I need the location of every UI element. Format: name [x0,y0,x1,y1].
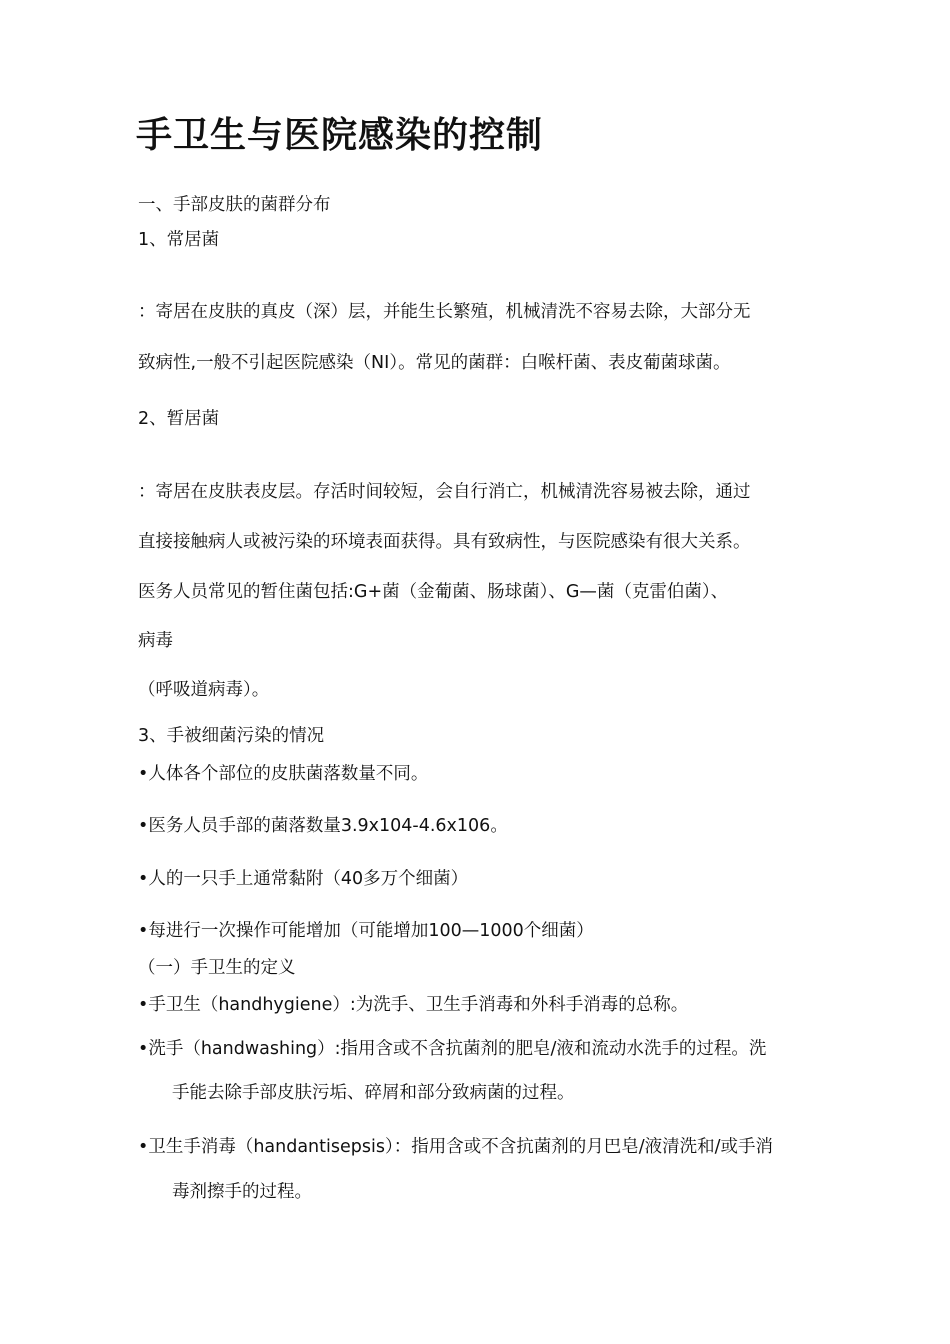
definition-handantisepsis-line1: •卫生手消毒（handantisepsis）：指用含或不含抗菌剂的月巴皂/液清洗和/或手消 [138,1137,774,1157]
transient-flora-text-line4: 病毒 [138,631,173,651]
definition-handwashing-line1: •洗手（handwashing）:指用含或不含抗菌剂的肥皂/液和流动水洗手的过程。洗 [138,1039,767,1059]
resident-flora-heading: 1、常居菌 [138,230,220,250]
document-title: 手卫生与医院感染的控制 [136,115,544,156]
definition-hand-hygiene: •手卫生（handhygiene）:为洗手、卫生手消毒和外科手消毒的总称。 [138,995,689,1015]
resident-flora-text-line1: ：寄居在皮肤的真皮（深）层，并能生长繁殖，机械清洗不容易去除，大部分无 [138,302,751,322]
contamination-heading: 3、手被细菌污染的情况 [138,726,325,746]
definition-handwashing-line2: 手能去除手部皮肤污垢、碎屑和部分致病菌的过程。 [172,1083,575,1103]
resident-flora-text-line2: 致病性,一般不引起医院感染（NI）。常见的菌群：白喉杆菌、表皮葡菌球菌。 [138,353,731,373]
definition-heading: （一）手卫生的定义 [138,958,296,978]
contamination-bullet-4: •每进行一次操作可能增加（可能增加100—1000个细菌） [138,921,594,941]
transient-flora-heading: 2、暂居菌 [138,409,220,429]
section1-heading: 一、手部皮肤的菌群分布 [138,195,331,215]
contamination-bullet-3: •人的一只手上通常黏附（40多万个细菌） [138,869,469,889]
definition-handantisepsis-line2: 毒剂擦手的过程。 [172,1182,312,1202]
contamination-bullet-1: •人体各个部位的皮肤菌落数量不同。 [138,764,429,784]
transient-flora-text-line3: 医务人员常见的暂住菌包括:G+菌（金葡菌、肠球菌）、G—菌（克雷伯菌）、 [138,582,729,602]
transient-flora-text-line2: 直接接触病人或被污染的环境表面获得。具有致病性，与医院感染有很大关系。 [138,532,751,552]
contamination-bullet-2: •医务人员手部的菌落数量3.9x104-4.6x106。 [138,816,508,836]
transient-flora-text-line5: （呼吸道病毒）。 [138,680,270,700]
transient-flora-text-line1: ：寄居在皮肤表皮层。存活时间较短，会自行消亡，机械清洗容易被去除，通过 [138,482,751,502]
